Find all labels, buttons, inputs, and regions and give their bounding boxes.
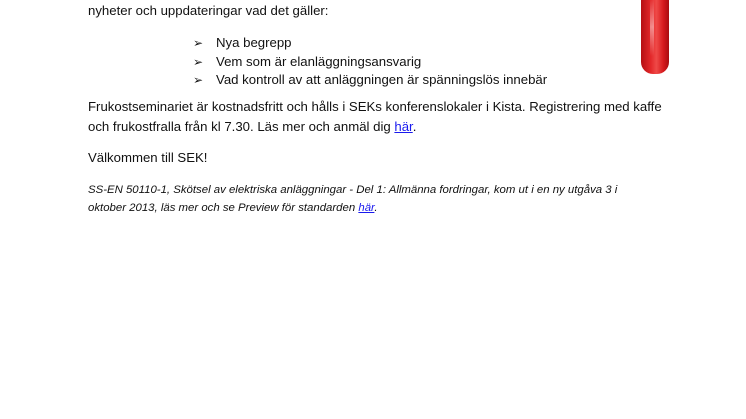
- arrow-bullet-icon: ➢: [193, 73, 204, 87]
- seminar-paragraph-end: .: [412, 119, 417, 134]
- bullet-list: [193, 34, 547, 90]
- list-item: [193, 34, 547, 53]
- standard-note-end: .: [374, 202, 378, 214]
- list-item-text: Nya begrepp: [216, 35, 292, 50]
- intro-line: nyheter och uppdateringar vad det gäller:: [88, 3, 329, 18]
- standard-note-line-1: SS-EN 50110-1, Skötsel av elektriska anläggningar - Del 1: Allmänna fordringar, kom ut i en ny utgåva 3 i: [88, 184, 618, 196]
- seminar-paragraph-text: och frukostfralla från kl 7.30. Läs mer och anmäl dig: [88, 119, 395, 134]
- standard-preview-link[interactable]: här: [358, 202, 375, 214]
- list-item-text: Vad kontroll av att anläggningen är spänningslös innebär: [216, 72, 548, 87]
- standard-note-line-2: [88, 199, 378, 217]
- list-item-text: Vem som är elanläggningsansvarig: [216, 53, 422, 69]
- welcome-text: Välkommen till SEK!: [88, 150, 208, 165]
- register-link[interactable]: här: [394, 119, 413, 134]
- arrow-bullet-icon: ➢: [193, 54, 204, 69]
- red-decoration: [641, 0, 669, 74]
- list-item: [193, 71, 547, 90]
- arrow-bullet-icon: ➢: [193, 36, 204, 50]
- seminar-paragraph-line-1: Frukostseminariet är kostnadsfritt och hålls i SEKs konferenslokaler i Kista. Registrering med kaffe: [88, 99, 662, 114]
- standard-note-text: oktober 2013, läs mer och se Preview för standarden: [88, 202, 359, 214]
- list-item: [193, 53, 547, 72]
- seminar-paragraph-line-2: [88, 118, 416, 136]
